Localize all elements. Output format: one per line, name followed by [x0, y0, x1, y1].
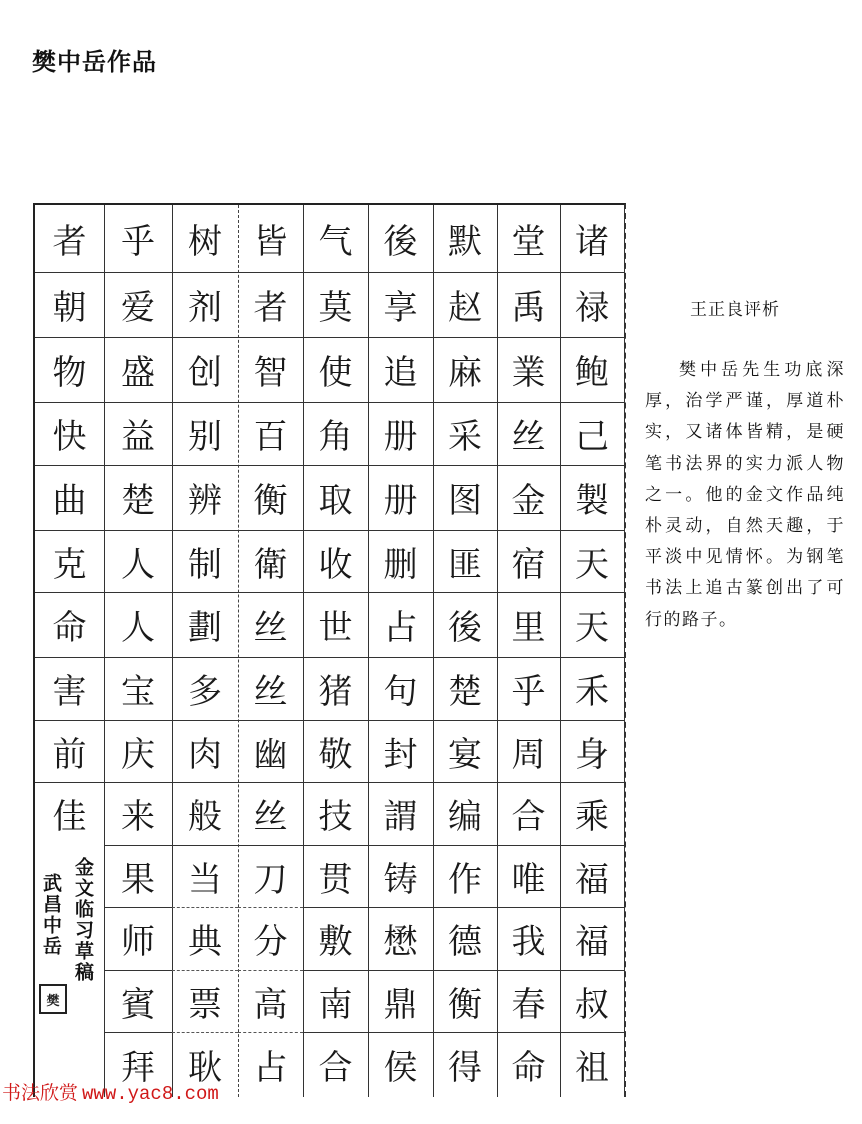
glyph-cell: 拜 — [121, 1048, 155, 1088]
glyph-cell: 身 — [560, 720, 624, 783]
glyph-cell: 堂 — [497, 205, 560, 273]
glyph-cell: 技 — [303, 782, 368, 846]
glyph-cell: 唯 — [497, 845, 560, 908]
glyph-cell: 幽 — [238, 720, 303, 783]
glyph-cell: 德 — [433, 907, 497, 971]
glyph-cell: 我 — [497, 907, 560, 971]
glyph-cell: 衛 — [238, 530, 303, 593]
glyph-cell: 来 — [104, 782, 172, 846]
glyph-cell: 里 — [497, 592, 560, 658]
glyph-cell: 耿 — [188, 1048, 222, 1088]
glyph-cell: 分 — [238, 907, 303, 971]
glyph-cell: 制 — [172, 530, 238, 593]
glyph-cell: 采 — [433, 402, 497, 466]
glyph-cell: 别 — [172, 402, 238, 466]
glyph-cell: 周 — [497, 720, 560, 783]
glyph-cell: 己 — [560, 402, 624, 466]
glyph-cell: 人 — [104, 592, 172, 658]
glyph-cell: 謂 — [368, 782, 433, 846]
glyph-cell: 丝 — [238, 657, 303, 721]
glyph-cell: 鼎 — [368, 970, 433, 1033]
watermark[interactable] — [2, 1078, 219, 1105]
glyph-cell: 般 — [172, 782, 238, 846]
glyph-cell: 票 — [172, 970, 238, 1033]
grid-column-3 — [172, 205, 239, 1097]
seal-stamp: 樊 — [39, 984, 67, 1014]
glyph-cell: 業 — [497, 337, 560, 403]
grid-column-6 — [368, 205, 434, 1097]
glyph-cell: 後 — [368, 205, 433, 273]
glyph-cell: 麻 — [433, 337, 497, 403]
glyph-cell: 禹 — [497, 272, 560, 338]
glyph-cell: 作 — [433, 845, 497, 908]
grid-column-2 — [104, 205, 173, 1097]
signature-title: 金文临习草稿 — [72, 857, 94, 983]
glyph-cell: 典 — [172, 907, 238, 971]
glyph-cell: 刀 — [238, 845, 303, 908]
glyph-cell: 册 — [368, 402, 433, 466]
glyph-cell: 後 — [433, 592, 497, 658]
glyph-cell: 角 — [303, 402, 368, 466]
glyph-cell: 智 — [238, 337, 303, 403]
glyph-cell: 福 — [560, 845, 624, 908]
grid-column-4 — [238, 205, 304, 1097]
glyph-cell: 前 — [35, 720, 104, 783]
glyph-cell: 乎 — [104, 205, 172, 273]
glyph-cell: 鲍 — [560, 337, 624, 403]
glyph-cell: 祖 — [575, 1048, 609, 1088]
glyph-cell: 诸 — [560, 205, 624, 273]
glyph-cell: 匪 — [433, 530, 497, 593]
glyph-cell: 禾 — [560, 657, 624, 721]
glyph-cell: 佳 — [52, 797, 87, 837]
glyph-cell: 益 — [104, 402, 172, 466]
glyph-cell: 乘 — [560, 782, 624, 846]
calligraphy-grid — [33, 203, 626, 1097]
page-title: 樊中岳作品 — [32, 48, 157, 76]
glyph-cell: 享 — [368, 272, 433, 338]
glyph-cell: 製 — [560, 465, 624, 531]
glyph-cell: 辨 — [172, 465, 238, 531]
glyph-cell: 者 — [238, 272, 303, 338]
glyph-cell: 敬 — [303, 720, 368, 783]
glyph-cell: 懋 — [368, 907, 433, 971]
glyph-cell: 编 — [433, 782, 497, 846]
glyph-cell: 百 — [238, 402, 303, 466]
glyph-cell: 占 — [253, 1048, 288, 1088]
glyph-cell: 侯 — [383, 1048, 418, 1088]
glyph-cell: 敷 — [303, 907, 368, 971]
glyph-cell: 合 — [497, 782, 560, 846]
glyph-cell: 莫 — [303, 272, 368, 338]
glyph-cell: 猪 — [303, 657, 368, 721]
glyph-cell: 叔 — [560, 970, 624, 1033]
glyph-cell: 默 — [433, 205, 497, 273]
glyph-cell: 创 — [172, 337, 238, 403]
glyph-cell: 合 — [318, 1048, 353, 1088]
glyph-cell: 朝 — [35, 272, 104, 338]
signature-name: 武昌中岳 — [40, 873, 62, 957]
glyph-cell: 占 — [368, 592, 433, 658]
glyph-cell: 多 — [172, 657, 238, 721]
watermark-label: 书法欣赏 — [2, 1083, 79, 1104]
glyph-cell: 剂 — [172, 272, 238, 338]
glyph-cell: 人 — [104, 530, 172, 593]
grid-column-5 — [303, 205, 369, 1097]
glyph-cell: 收 — [303, 530, 368, 593]
glyph-cell: 句 — [368, 657, 433, 721]
glyph-cell: 命 — [511, 1048, 546, 1088]
glyph-cell: 宴 — [433, 720, 497, 783]
grid-column-7 — [433, 205, 498, 1097]
glyph-cell: 楚 — [433, 657, 497, 721]
glyph-cell: 赵 — [433, 272, 497, 338]
grid-column-1 — [35, 205, 105, 1097]
glyph-cell: 使 — [303, 337, 368, 403]
glyph-cell: 取 — [303, 465, 368, 531]
glyph-cell: 果 — [104, 845, 172, 908]
glyph-cell: 宿 — [497, 530, 560, 593]
glyph-cell: 盛 — [104, 337, 172, 403]
glyph-cell: 追 — [368, 337, 433, 403]
commentary-body: 樊中岳先生功底深厚，治学严谨，厚道朴实，又诸体皆精，是硬笔书法界的实力派人物之一。他的金文作品纯朴灵动，自然天趣，于平淡中见情怀。为钢笔书法上追古篆创出了可行的路子。 — [645, 360, 845, 630]
glyph-cell: 丝 — [238, 782, 303, 846]
glyph-cell: 春 — [497, 970, 560, 1033]
glyph-cell: 高 — [238, 970, 303, 1033]
glyph-cell: 丝 — [497, 402, 560, 466]
glyph-cell: 庆 — [104, 720, 172, 783]
glyph-cell: 曲 — [35, 465, 104, 531]
glyph-cell: 删 — [368, 530, 433, 593]
commentary-heading: 王正良评析 — [690, 300, 780, 320]
glyph-cell: 世 — [303, 592, 368, 658]
glyph-cell: 南 — [303, 970, 368, 1033]
glyph-cell: 金 — [497, 465, 560, 531]
glyph-cell: 命 — [35, 592, 104, 658]
signature-block — [35, 205, 104, 1097]
glyph-cell: 爱 — [104, 272, 172, 338]
glyph-cell: 气 — [303, 205, 368, 273]
grid-column-8 — [497, 205, 561, 1097]
glyph-cell: 物 — [35, 337, 104, 403]
glyph-cell: 禄 — [560, 272, 624, 338]
glyph-cell: 害 — [35, 657, 104, 721]
watermark-url[interactable]: www.yac8.com — [82, 1083, 219, 1105]
glyph-cell: 册 — [368, 465, 433, 531]
glyph-cell: 图 — [433, 465, 497, 531]
glyph-cell: 者 — [35, 205, 104, 273]
glyph-cell: 福 — [560, 907, 624, 971]
glyph-cell: 楚 — [104, 465, 172, 531]
glyph-cell: 师 — [104, 907, 172, 971]
glyph-cell: 铸 — [368, 845, 433, 908]
glyph-cell: 宝 — [104, 657, 172, 721]
grid-column-9 — [560, 205, 625, 1097]
glyph-cell: 克 — [35, 530, 104, 593]
glyph-cell: 当 — [172, 845, 238, 908]
glyph-cell: 劃 — [172, 592, 238, 658]
glyph-cell: 树 — [172, 205, 238, 273]
glyph-cell: 贯 — [303, 845, 368, 908]
glyph-cell: 丝 — [238, 592, 303, 658]
glyph-cell: 肉 — [172, 720, 238, 783]
glyph-cell: 封 — [368, 720, 433, 783]
glyph-cell: 天 — [560, 530, 624, 593]
glyph-cell: 衡 — [238, 465, 303, 531]
glyph-cell: 乎 — [497, 657, 560, 721]
glyph-cell: 天 — [560, 592, 624, 658]
glyph-cell: 衡 — [433, 970, 497, 1033]
glyph-cell: 得 — [448, 1048, 482, 1088]
glyph-cell: 賓 — [104, 970, 172, 1033]
glyph-cell: 快 — [35, 402, 104, 466]
glyph-cell: 皆 — [238, 205, 303, 273]
